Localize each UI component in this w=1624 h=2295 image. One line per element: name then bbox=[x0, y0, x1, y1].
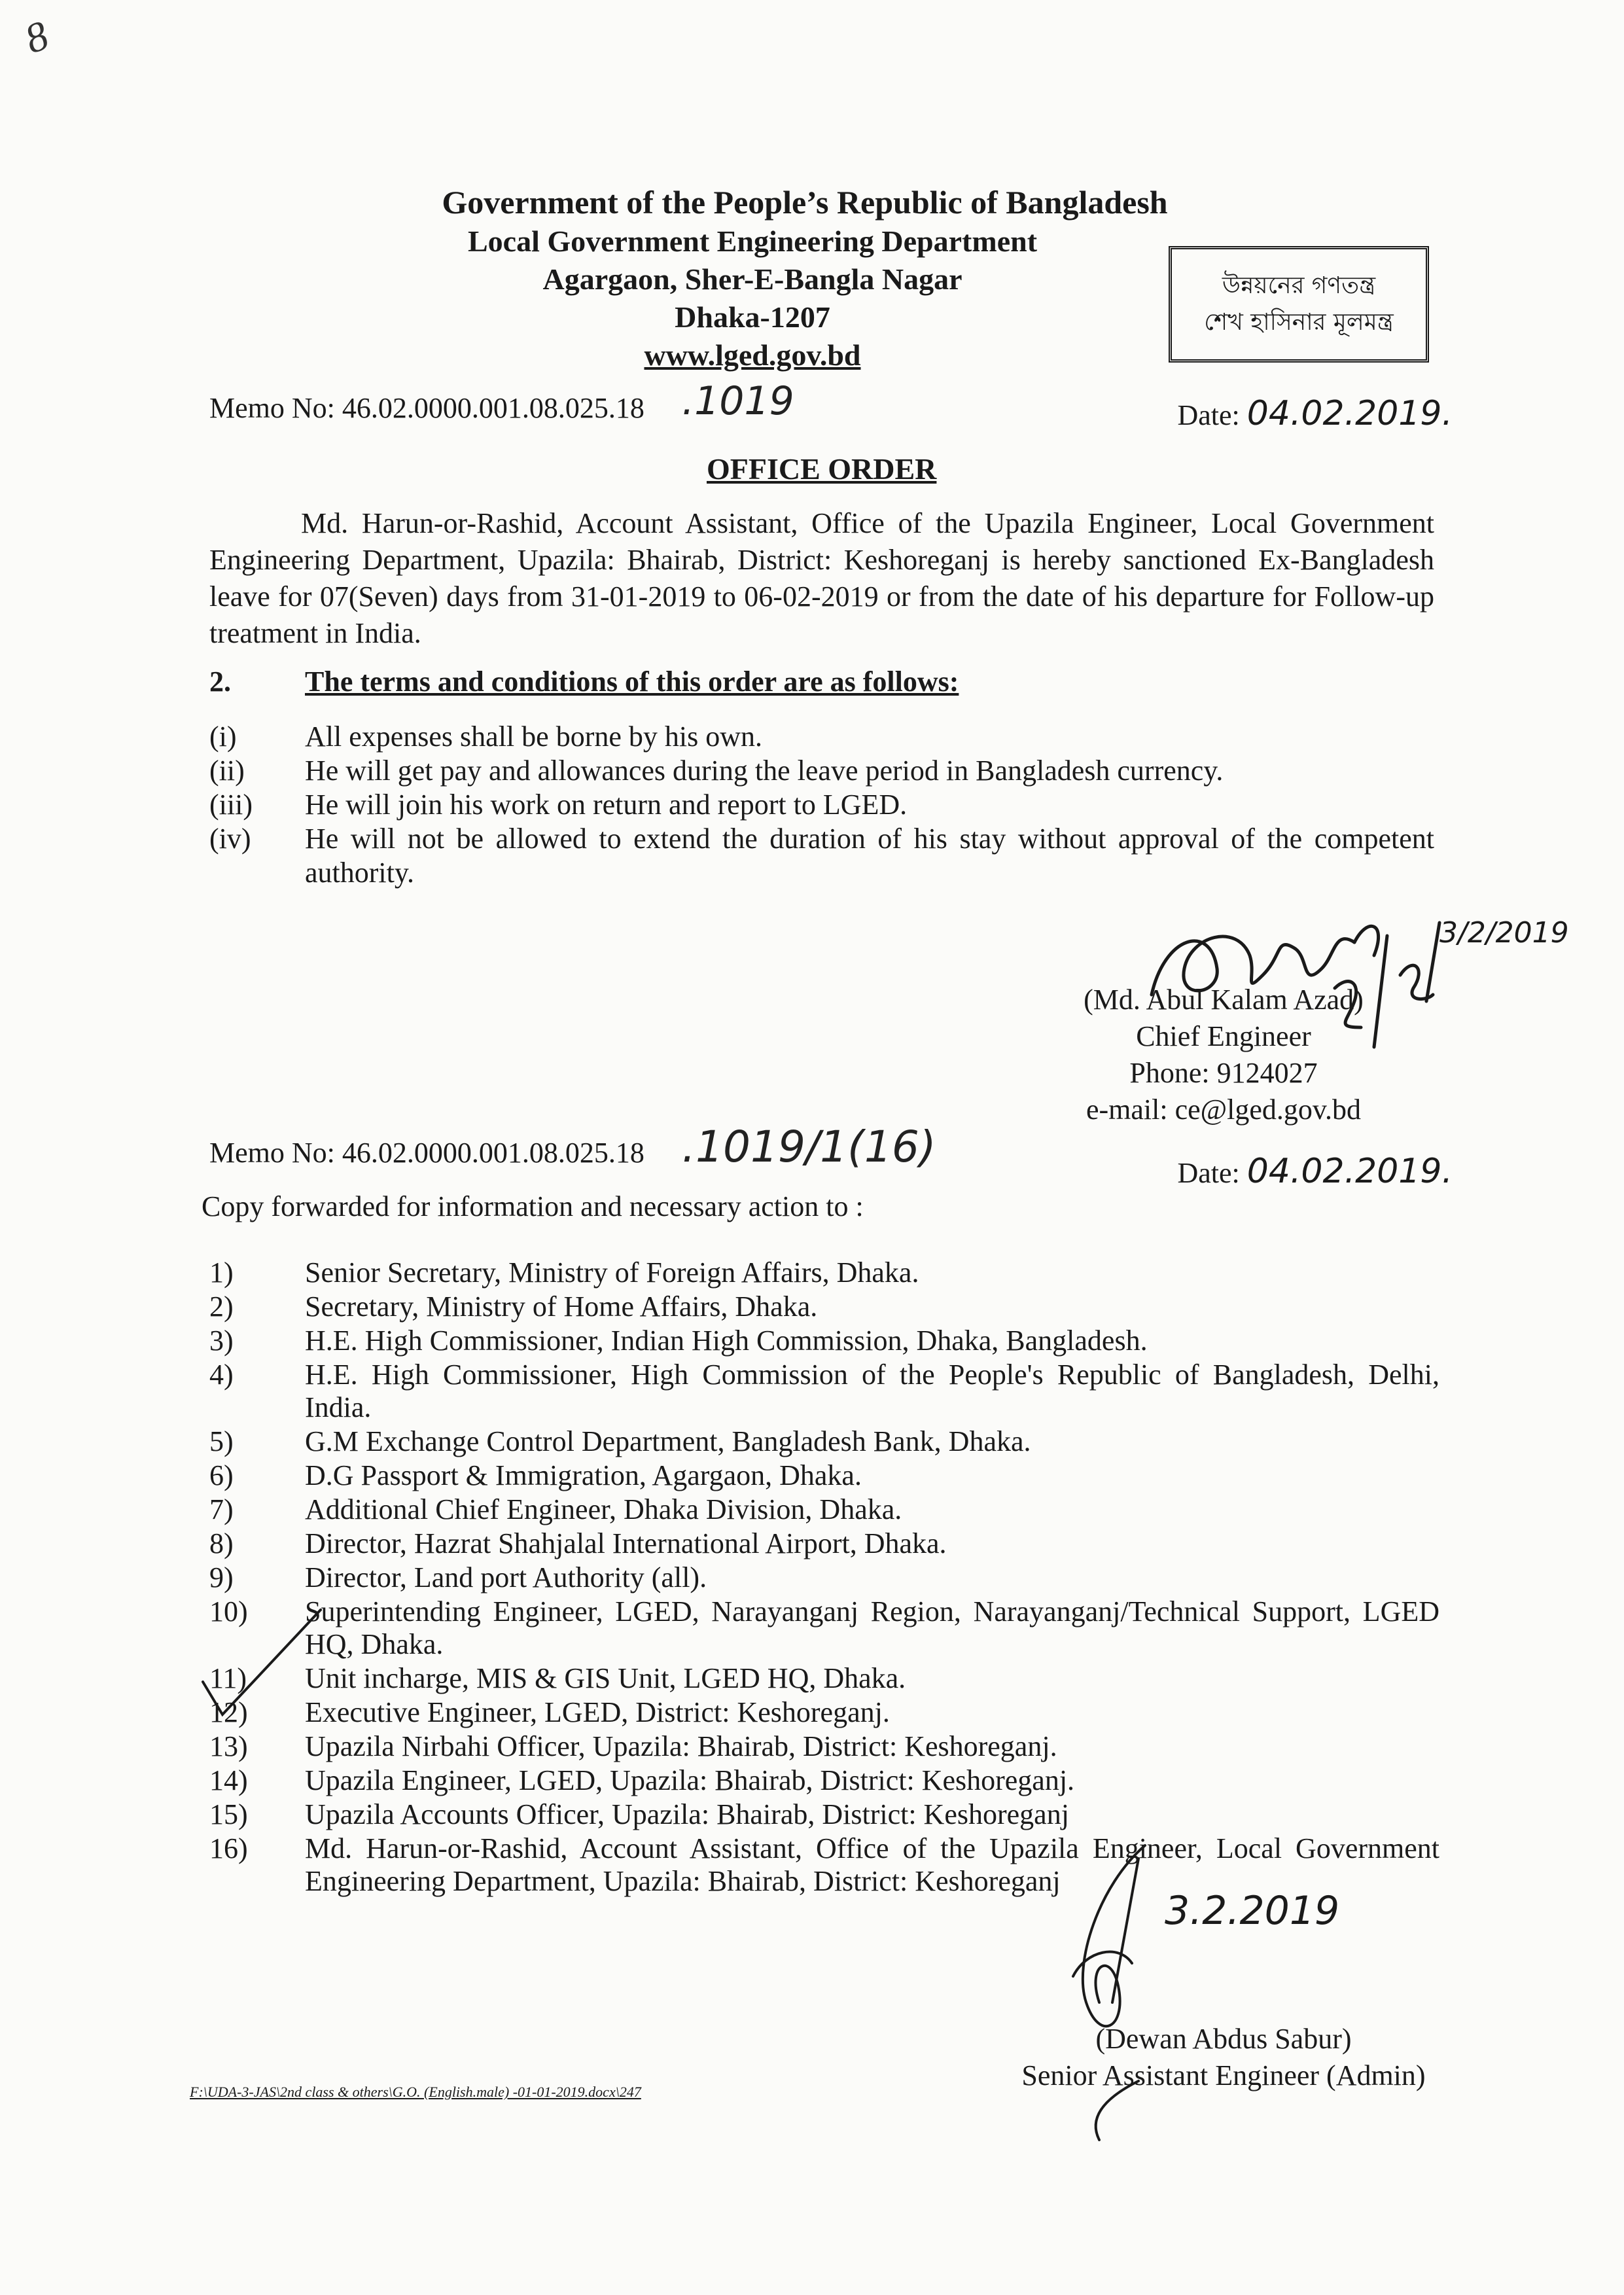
signatory-2-name: (Dewan Abdus Sabur) bbox=[1095, 2023, 1352, 2055]
list-item bbox=[209, 1662, 1439, 1695]
recipient-text: Md. Harun-or-Rashid, Account Assistant, Office of the Upazila Engineer, Local Government Engineering Department, Upazila: Bhairab, District: Keshoreganj bbox=[305, 1832, 1439, 1897]
motto-line-2: শেখ হাসিনার মূলমন্ত্র bbox=[1204, 309, 1394, 336]
list-item bbox=[209, 1730, 1439, 1763]
recipient-text: Upazila Engineer, LGED, Upazila: Bhairab, District: Keshoreganj. bbox=[305, 1764, 1075, 1796]
recipient-number: 6) bbox=[209, 1459, 234, 1491]
signatory-1-name: (Md. Abul Kalam Azad) bbox=[1084, 984, 1364, 1016]
list-item bbox=[209, 1561, 1439, 1594]
term-item bbox=[209, 720, 1434, 754]
recipient-text: Upazila Nirbahi Officer, Upazila: Bhairab, District: Keshoreganj. bbox=[305, 1730, 1057, 1762]
recipient-number: 11) bbox=[209, 1662, 247, 1694]
signatory-1-phone: Phone: 9124027 bbox=[1129, 1057, 1318, 1089]
term-item bbox=[209, 754, 1434, 788]
signatory-1-designation: Chief Engineer bbox=[1136, 1020, 1311, 1052]
recipient-text: G.M Exchange Control Department, Bangladesh Bank, Dhaka. bbox=[305, 1425, 1031, 1457]
term-number: (iv) bbox=[209, 823, 251, 855]
recipient-number: 12) bbox=[209, 1696, 248, 1728]
recipient-number: 15) bbox=[209, 1798, 248, 1830]
list-item bbox=[209, 1359, 1439, 1424]
recipient-number: 16) bbox=[209, 1832, 248, 1864]
list-item bbox=[209, 1798, 1439, 1831]
memo-line-1 bbox=[209, 378, 1453, 440]
term-text: He will not be allowed to extend the duration of his stay without approval of the competent authority. bbox=[305, 823, 1434, 889]
recipient-text: Additional Chief Engineer, Dhaka Division, Dhaka. bbox=[305, 1493, 902, 1525]
recipient-text: Unit incharge, MIS & GIS Unit, LGED HQ, Dhaka. bbox=[305, 1662, 906, 1694]
recipient-text: H.E. High Commissioner, Indian High Commission, Dhaka, Bangladesh. bbox=[305, 1325, 1148, 1357]
term-number: (iii) bbox=[209, 789, 253, 821]
list-item bbox=[209, 1595, 1439, 1661]
page-number-mark: 8 bbox=[18, 11, 55, 63]
recipient-text: Executive Engineer, LGED, District: Keshoreganj. bbox=[305, 1696, 890, 1728]
term-number: (ii) bbox=[209, 755, 245, 787]
motto-line-1: উন্নয়নের গণতন্ত্র bbox=[1222, 272, 1376, 299]
list-item bbox=[209, 1459, 1439, 1492]
list-item bbox=[209, 1290, 1439, 1323]
motto-box bbox=[1169, 246, 1429, 363]
recipient-text: Superintending Engineer, LGED, Narayanganj Region, Narayanganj/Technical Support, LGED HQ, Dhaka. bbox=[305, 1595, 1439, 1660]
signatory-1-email: e-mail: ce@lged.gov.bd bbox=[1086, 1094, 1362, 1126]
memo-date-handwritten: 04.02.2019. bbox=[1246, 394, 1453, 433]
letterhead-address: Agargaon, Sher-E-Bangla Nagar bbox=[542, 262, 962, 296]
senior-engineer-signature-icon bbox=[1047, 1832, 1479, 2146]
recipient-text: Director, Land port Authority (all). bbox=[305, 1561, 707, 1593]
term-text: He will join his work on return and report to LGED. bbox=[305, 789, 908, 821]
list-item bbox=[209, 1325, 1439, 1357]
memo-2-number-label: Memo No: 46.02.0000.001.08.025.18 bbox=[209, 1137, 644, 1169]
signatory-block-1 bbox=[1021, 982, 1426, 1128]
recipient-number: 1) bbox=[209, 1256, 234, 1289]
signatory-2-designation: Senior Assistant Engineer (Admin) bbox=[1021, 2059, 1426, 2091]
signatory-block-2 bbox=[1021, 2021, 1426, 2094]
signature-date-handwritten: 3/2/2019 bbox=[1439, 916, 1569, 950]
term-text: He will get pay and allowances during the leave period in Bangladesh currency. bbox=[305, 755, 1224, 787]
list-item bbox=[209, 1527, 1439, 1560]
memo-line-2 bbox=[209, 1122, 1453, 1191]
memo-number-handwritten: .1019 bbox=[682, 378, 794, 424]
copy-forwarded-line: Copy forwarded for information and necessary action to : bbox=[202, 1190, 864, 1222]
recipients-list bbox=[209, 1256, 1439, 1899]
letterhead-government: Government of the People’s Republic of Bangladesh bbox=[442, 184, 1168, 221]
list-item bbox=[209, 1764, 1439, 1797]
recipient-number: 13) bbox=[209, 1730, 248, 1762]
memo-2-date bbox=[1177, 1152, 1453, 1191]
order-title: OFFICE ORDER bbox=[707, 452, 937, 486]
terms-heading bbox=[209, 665, 959, 698]
memo-2-date-label: Date: bbox=[1177, 1157, 1240, 1189]
recipient-number: 10) bbox=[209, 1595, 248, 1628]
list-item bbox=[209, 1493, 1439, 1526]
recipient-text: D.G Passport & Immigration, Agargaon, Dhaka. bbox=[305, 1459, 862, 1491]
recipient-number: 5) bbox=[209, 1425, 234, 1457]
term-number: (i) bbox=[209, 721, 237, 753]
terms-heading-number: 2. bbox=[209, 666, 231, 698]
letterhead-city: Dhaka-1207 bbox=[675, 300, 830, 334]
list-item bbox=[209, 1425, 1439, 1458]
terms-heading-text: The terms and conditions of this order are as follows: bbox=[305, 666, 959, 698]
term-text: All expenses shall be borne by his own. bbox=[305, 721, 762, 753]
tick-mark-icon bbox=[196, 1603, 327, 1721]
recipient-number: 14) bbox=[209, 1764, 248, 1796]
list-item bbox=[209, 1256, 1439, 1289]
term-item bbox=[209, 788, 1434, 822]
letterhead bbox=[327, 182, 1282, 374]
recipient-number: 3) bbox=[209, 1325, 234, 1357]
list-item bbox=[209, 1696, 1439, 1729]
recipient-text: H.E. High Commissioner, High Commission of the People's Republic of Bangladesh, Delhi, India. bbox=[305, 1359, 1439, 1423]
recipient-text: Director, Hazrat Shahjalal International Airport, Dhaka. bbox=[305, 1527, 947, 1559]
recipient-text: Secretary, Ministry of Home Affairs, Dhaka. bbox=[305, 1290, 818, 1323]
recipient-number: 2) bbox=[209, 1290, 234, 1323]
recipient-number: 8) bbox=[209, 1527, 234, 1559]
memo-2-number-handwritten: .1019/1(16) bbox=[682, 1122, 936, 1172]
letterhead-department: Local Government Engineering Department bbox=[467, 224, 1038, 258]
memo-number-label: Memo No: 46.02.0000.001.08.025.18 bbox=[209, 392, 644, 424]
recipient-text: Senior Secretary, Ministry of Foreign Affairs, Dhaka. bbox=[305, 1256, 919, 1289]
recipient-text: Upazila Accounts Officer, Upazila: Bhairab, District: Keshoreganj bbox=[305, 1798, 1069, 1830]
signature-2-date-handwritten: 3.2.2019 bbox=[1165, 1888, 1340, 1934]
file-path-footer: F:\UDA-3-JAS\2nd class & others\G.O. (English.male) -01-01-2019.docx\247 bbox=[190, 2084, 641, 2100]
recipient-number: 9) bbox=[209, 1561, 234, 1593]
memo-date bbox=[1177, 394, 1453, 433]
recipient-number: 7) bbox=[209, 1493, 234, 1525]
terms-list bbox=[209, 720, 1434, 890]
memo-date-label: Date: bbox=[1177, 399, 1240, 431]
term-item bbox=[209, 822, 1434, 890]
order-body: Md. Harun-or-Rashid, Account Assistant, Office of the Upazila Engineer, Local Government Engineering Department, Upazila: Bhairab, District: Keshoreganj is hereby sanctioned Ex-Bangladesh leave for 07(Seven) days from 31-01-2019 to 06-02-2019 or from the date of his departure for Follow-up treatment in India. bbox=[209, 507, 1434, 649]
memo-2-date-handwritten: 04.02.2019. bbox=[1246, 1152, 1453, 1191]
recipient-number: 4) bbox=[209, 1359, 234, 1391]
letterhead-website: www.lged.gov.bd bbox=[644, 338, 861, 372]
